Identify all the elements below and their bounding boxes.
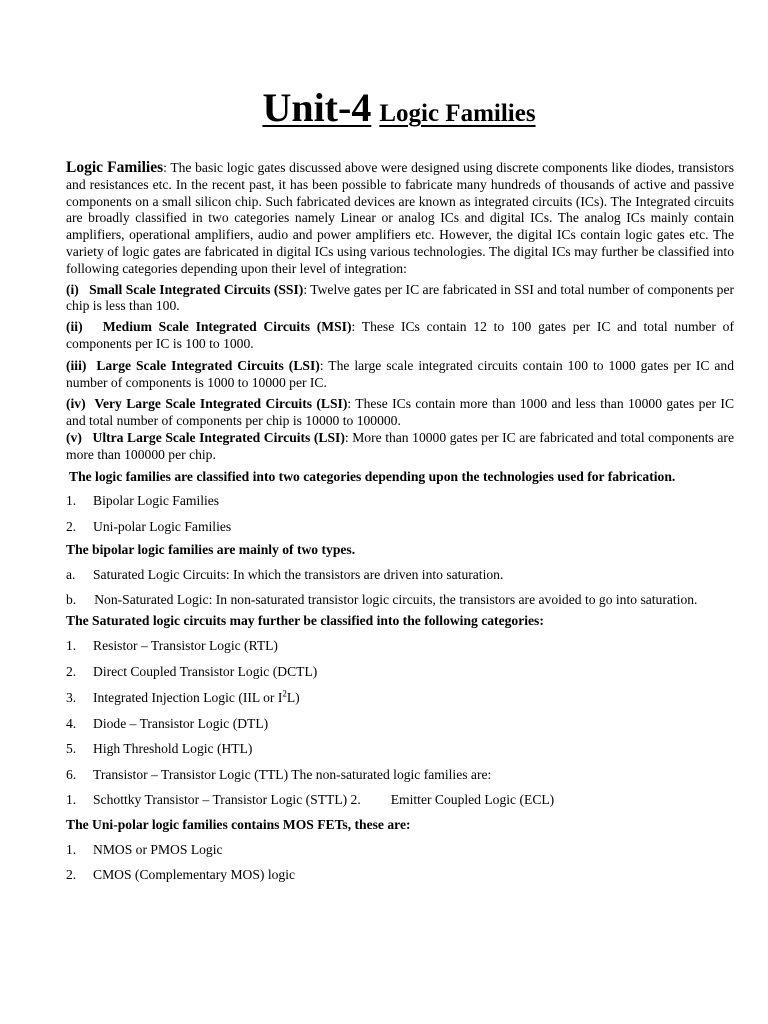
heading-saturated: The Saturated logic circuits may further be classified into the following categories: [66,613,544,629]
ic-category-label: Ultra Large Scale Integrated Circuits (LSI) [92,429,345,445]
list-item: 5. High Threshold Logic (HTL) [66,741,253,757]
ic-category-label: Very Large Scale Integrated Circuits (LSI) [94,396,348,412]
title-unit: Unit-4 [262,85,372,130]
ic-category-lsi: (iii) Large Scale Integrated Circuits (LSI): The large scale integrated circuits contain 100 to 1000 gates per IC and number of components is 1000 to 10000 per IC. [66,357,735,390]
list-item: 1. Bipolar Logic Families [66,493,220,509]
list-item: 2. Direct Coupled Transistor Logic (DCTL) [66,663,318,679]
list-item: 4. Diode – Transistor Logic (DTL) [66,715,269,731]
ic-category-ssi: (i) Small Scale Integrated Circuits (SSI): Twelve gates per IC are fabricated in SSI and total number of components per chip is less than 100. [66,281,735,314]
list-item: 2. CMOS (Complementary MOS) logic [66,867,296,883]
list-item: 1. Resistor – Transistor Logic (RTL) [66,638,278,654]
list-item: b. Non-Saturated Logic: In non-saturated transistor logic circuits, the transistors are avoided to go into saturation. [66,591,698,607]
ic-category-vlsi: (iv) Very Large Scale Integrated Circuits (LSI): These ICs contain more than 1000 and less than 10000 gates per IC and total number of components per chip is 10000 to 100000. [66,396,735,429]
page-title [0,85,768,130]
list-item: 1. Schottky Transistor – Transistor Logic (STTL) 2. Emitter Coupled Logic (ECL) [66,791,555,807]
intro-label: Logic Families [66,159,164,176]
heading-logic-families: The logic families are classified into two categories depending upon the technologies used for fabrication. [69,468,676,484]
ic-category-ulsi: (v) Ultra Large Scale Integrated Circuits (LSI): More than 10000 gates per IC are fabricated and total components are more than 100000 per chip. [66,429,734,462]
intro-paragraph [66,160,734,278]
list-item: 1. NMOS or PMOS Logic [66,841,223,857]
list-item: a. Saturated Logic Circuits: In which the transistors are driven into saturation. [66,566,504,582]
list-item: 3. Integrated Injection Logic (IIL or $I^2L$) [66,688,300,705]
ic-category-label: Medium Scale Integrated Circuits (MSI) [102,319,352,335]
title-subject: Logic Families [379,100,536,127]
ic-category-label: Large Scale Integrated Circuits (LSI) [96,357,320,373]
list-item: 2. Uni-polar Logic Families [66,519,232,535]
intro-text: : The basic logic gates discussed above were designed using discrete components like diodes, transistors and resistances etc. In the recent past, it has been possible to fabricate many hundreds of thousands of active and passive components on a small silicon chip. Such fabricated devices are known as integrated circuits (ICs). The Integrated circuits are broadly classified in two categories namely Linear or analog ICs and digital ICs. The analog ICs mainly contain amplifiers, operational amplifiers, audio and power amplifiers etc. However, the digital ICs contain logic gates etc. The variety of logic gates are fabricated in digital ICs using various technologies. The digital ICs may further be classified into following categories depending upon their level of integration: [66,160,734,276]
ic-category-label: Small Scale Integrated Circuits (SSI) [89,281,304,297]
ic-category-msi: (ii) Medium Scale Integrated Circuits (MSI): These ICs contain 12 to 100 gates per IC and total number of components per IC is 100 to 1000. [66,319,734,351]
heading-bipolar: The bipolar logic families are mainly of two types. [66,541,356,557]
list-item: 6. Transistor – Transistor Logic (TTL) The non-saturated logic families are: [66,767,492,783]
heading-unipolar: The Uni-polar logic families contains MOS FETs, these are: [66,816,411,832]
document-body [66,160,734,884]
